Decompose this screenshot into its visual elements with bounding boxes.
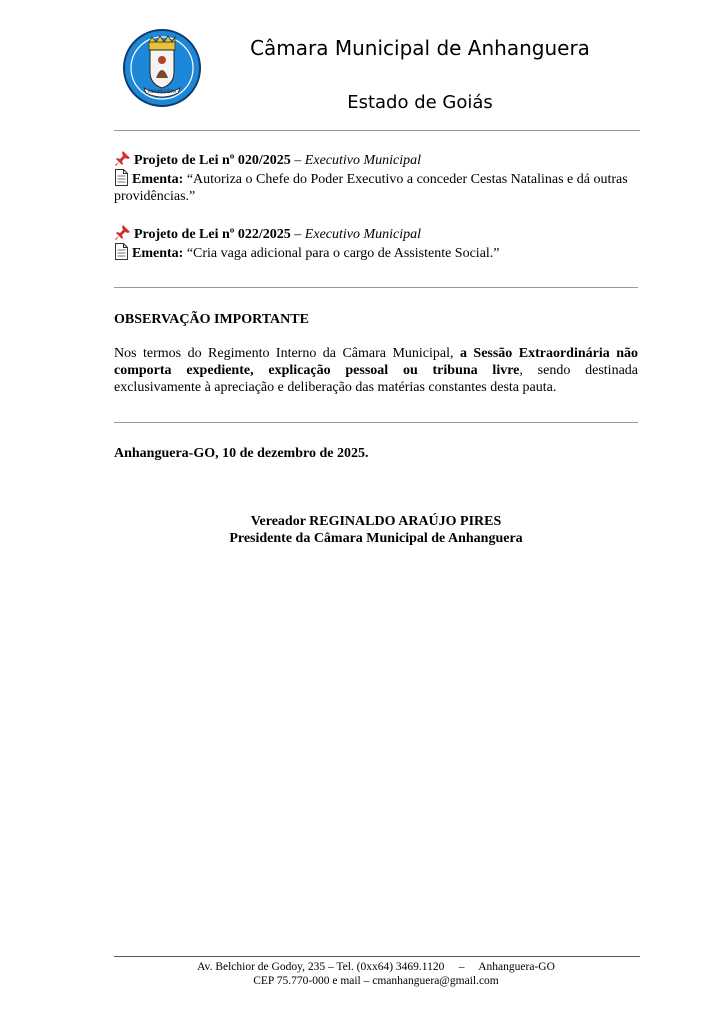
pushpin-icon — [114, 224, 131, 241]
footer — [114, 960, 638, 988]
bill-origin: Executivo Municipal — [304, 227, 422, 242]
section-divider — [114, 422, 638, 423]
ementa-label: Ementa: — [132, 246, 184, 261]
bill-title — [114, 150, 638, 169]
bill-item — [114, 224, 638, 262]
signature-name: Vereador REGINALDO ARAÚJO PIRES — [250, 514, 502, 529]
ementa-label: Ementa: — [132, 172, 184, 187]
observation-text — [114, 345, 638, 396]
footer-contact: CEP 75.770-000 e mail – cmanhanguera@gmail.com — [253, 975, 499, 987]
document-icon — [114, 243, 129, 260]
header-title: Câmara Municipal de Anhanguera — [250, 36, 590, 60]
bill-number: Projeto de Lei nº 020/2025 — [134, 153, 291, 168]
logo-ribbon-text: ANHANGUERA — [147, 89, 177, 94]
signature-role: Presidente da Câmara Municipal de Anhanguera — [229, 531, 523, 546]
observation-text-bold: a Sessão Extraordinária não comporta expediente, explicação pessoal ou tribuna livre — [114, 346, 638, 378]
header-state: Estado de Goiás — [347, 92, 493, 113]
bill-number: Projeto de Lei nº 022/2025 — [134, 227, 291, 242]
footer-divider — [114, 956, 640, 957]
bill-separator: – — [290, 153, 305, 168]
bill-item — [114, 150, 638, 205]
footer-address: Av. Belchior de Godoy, 235 – Tel. (0xx64) 3469.1120 – Anhanguera-GO — [197, 961, 555, 973]
observation-text-after: , sendo destinada exclusivamente à apreciação e deliberação das matérias constantes desta pauta. — [114, 363, 638, 395]
bill-origin: Executivo Municipal — [304, 153, 422, 168]
bill-ementa — [114, 243, 638, 262]
bill-ementa — [114, 169, 638, 205]
observation-heading: OBSERVAÇÃO IMPORTANTE — [114, 312, 309, 327]
municipal-coat-of-arms — [122, 28, 202, 108]
bill-title — [114, 224, 638, 243]
observation-text-before: Nos termos do Regimento Interno da Câmara Municipal, — [114, 346, 460, 361]
ementa-text: “Cria vaga adicional para o cargo de Assistente Social.” — [183, 246, 500, 261]
header-divider — [114, 130, 640, 131]
pushpin-icon — [114, 150, 131, 167]
section-divider — [114, 287, 638, 288]
bill-separator: – — [290, 227, 305, 242]
ementa-text: “Autoriza o Chefe do Poder Executivo a conceder Cestas Natalinas e dá outras providências.” — [114, 172, 628, 204]
date-line: Anhanguera-GO, 10 de dezembro de 2025. — [114, 446, 369, 461]
document-icon — [114, 169, 129, 186]
